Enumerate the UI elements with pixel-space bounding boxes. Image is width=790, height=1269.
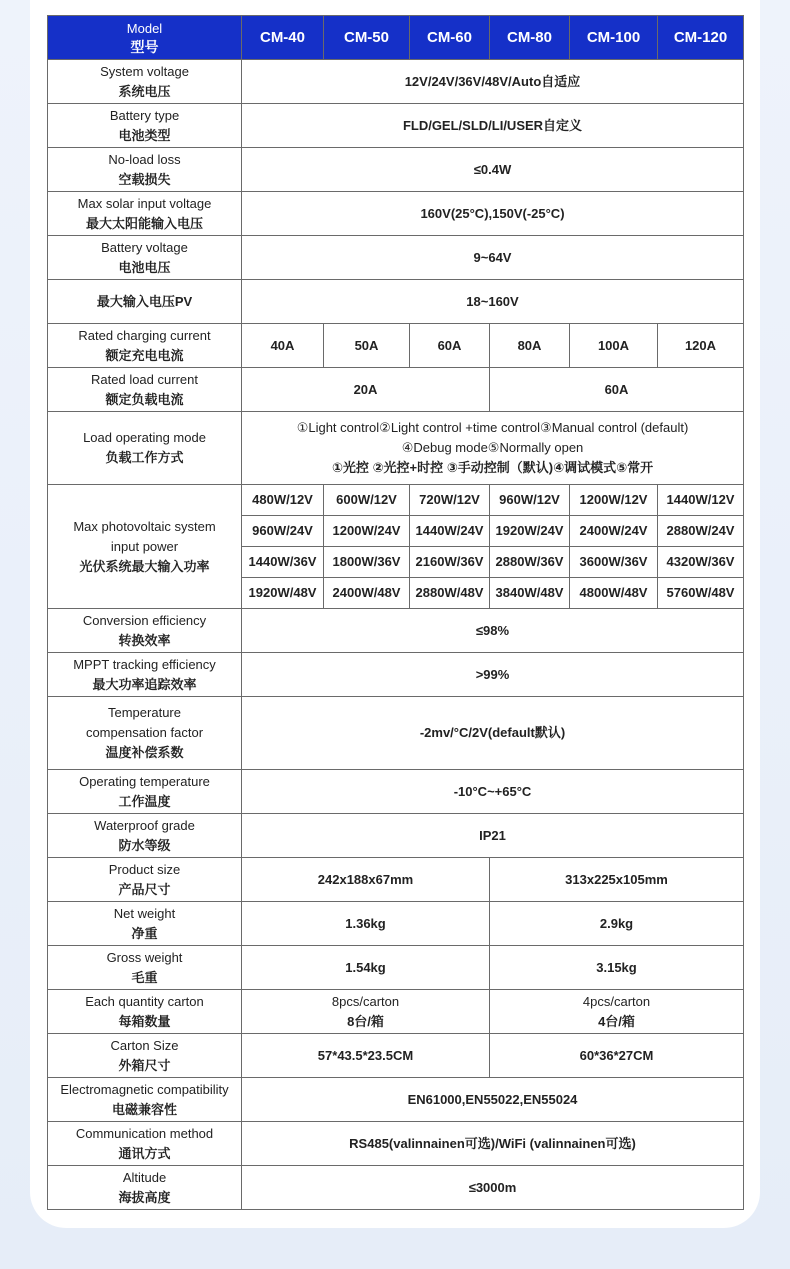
row-label: Conversion efficiency 转换效率 (48, 609, 242, 653)
cell-value: 2400W/48V (324, 578, 410, 609)
cell-value: 242x188x67mm (242, 858, 490, 902)
row-label: Communication method 通讯方式 (48, 1122, 242, 1166)
row-value: RS485(valinnainen可选)/WiFi (valinnainen可选) (242, 1122, 744, 1166)
cell-value: 60A (490, 368, 744, 412)
cell-value: 2880W/24V (658, 516, 744, 547)
cell-value: 1440W/12V (658, 485, 744, 516)
row-value: ≤98% (242, 609, 744, 653)
model-cm80: CM-80 (490, 16, 570, 60)
cell-value: 40A (242, 324, 324, 368)
row-label: Waterproof grade 防水等级 (48, 814, 242, 858)
row-carton-size (48, 1034, 744, 1078)
row-label: Battery voltage 电池电压 (48, 236, 242, 280)
cell-value: 1920W/24V (490, 516, 570, 547)
cell-value: 3600W/36V (570, 547, 658, 578)
row-max-solar-input (48, 192, 744, 236)
row-label: System voltage 系统电压 (48, 60, 242, 104)
cell-value: 5760W/48V (658, 578, 744, 609)
cell-value: 100A (570, 324, 658, 368)
cell-value: 4320W/36V (658, 547, 744, 578)
mode-line-1: ①Light control②Light control +time control③Manual control (default) (296, 420, 689, 435)
row-label: Load operating mode 负载工作方式 (48, 412, 242, 485)
cell-value: 3.15kg (490, 946, 744, 990)
row-no-load-loss (48, 148, 744, 192)
row-label: Carton Size 外箱尺寸 (48, 1034, 242, 1078)
cell-value: 2880W/48V (410, 578, 490, 609)
cell-value: 1800W/36V (324, 547, 410, 578)
row-label: Temperature compensation factor 温度补偿系数 (48, 697, 242, 770)
model-header-cell (48, 16, 242, 60)
spec-table (47, 15, 744, 1210)
header-row (48, 16, 744, 60)
row-label: Max solar input voltage 最大太阳能输入电压 (48, 192, 242, 236)
row-system-voltage (48, 60, 744, 104)
row-label: Product size 产品尺寸 (48, 858, 242, 902)
row-value: IP21 (242, 814, 744, 858)
row-net-weight (48, 902, 744, 946)
load-mode-value (242, 412, 744, 485)
cell-value: 8pcs/carton 8台/箱 (242, 990, 490, 1034)
row-altitude (48, 1166, 744, 1210)
model-cm60: CM-60 (410, 16, 490, 60)
cell-value: 80A (490, 324, 570, 368)
row-label: Each quantity carton 每箱数量 (48, 990, 242, 1034)
row-quantity-carton (48, 990, 744, 1034)
cell-value: 120A (658, 324, 744, 368)
mode-line-2: ④Debug mode⑤Normally open (401, 440, 584, 455)
row-value: EN61000,EN55022,EN55024 (242, 1078, 744, 1122)
row-communication (48, 1122, 744, 1166)
model-cm120: CM-120 (658, 16, 744, 60)
row-label: Max photovoltaic system input power 光伏系统最大输入功率 (48, 485, 242, 609)
row-product-size (48, 858, 744, 902)
row-value: -2mv/°C/2V(default默认) (242, 697, 744, 770)
cell-value: 1920W/48V (242, 578, 324, 609)
row-label: Gross weight 毛重 (48, 946, 242, 990)
row-label: Rated load current 额定负载电流 (48, 368, 242, 412)
cell-value: 313x225x105mm (490, 858, 744, 902)
row-temp-comp (48, 697, 744, 770)
mode-line-3: ①光控 ②光控+时控 ③手动控制（默认)④调试模式⑤常开 (331, 460, 654, 475)
row-label: Net weight 净重 (48, 902, 242, 946)
cell-value: 1200W/12V (570, 485, 658, 516)
row-label: 最大输入电压PV (48, 280, 242, 324)
cell-value: 720W/12V (410, 485, 490, 516)
row-value: FLD/GEL/SLD/LI/USER自定义 (242, 104, 744, 148)
model-label-en: Model (126, 20, 163, 36)
row-rated-load (48, 368, 744, 412)
cell-value: 60A (410, 324, 490, 368)
row-operating-temp (48, 770, 744, 814)
row-value: ≤0.4W (242, 148, 744, 192)
cell-value: 480W/12V (242, 485, 324, 516)
cell-value: 1440W/36V (242, 547, 324, 578)
row-max-pv-input (48, 280, 744, 324)
model-cm40: CM-40 (242, 16, 324, 60)
cell-value: 960W/12V (490, 485, 570, 516)
row-label: Rated charging current 额定充电电流 (48, 324, 242, 368)
row-label: Electromagnetic compatibility 电磁兼容性 (48, 1078, 242, 1122)
row-gross-weight (48, 946, 744, 990)
cell-value: 4pcs/carton 4台/箱 (490, 990, 744, 1034)
row-max-pv-power (48, 485, 744, 516)
cell-value: 1440W/24V (410, 516, 490, 547)
cell-value: 2160W/36V (410, 547, 490, 578)
cell-value: 60*36*27CM (490, 1034, 744, 1078)
cell-value: 1.36kg (242, 902, 490, 946)
cell-value: 960W/24V (242, 516, 324, 547)
cell-value: 2400W/24V (570, 516, 658, 547)
row-mppt-eff (48, 653, 744, 697)
model-cm50: CM-50 (324, 16, 410, 60)
row-label: Battery type 电池类型 (48, 104, 242, 148)
cell-value: 1200W/24V (324, 516, 410, 547)
cell-value: 2880W/36V (490, 547, 570, 578)
cell-value: 3840W/48V (490, 578, 570, 609)
cell-value: 2.9kg (490, 902, 744, 946)
row-label: No-load loss 空载损失 (48, 148, 242, 192)
cell-value: 20A (242, 368, 490, 412)
row-rated-charging (48, 324, 744, 368)
cell-value: 4800W/48V (570, 578, 658, 609)
row-load-mode (48, 412, 744, 485)
row-value: 12V/24V/36V/48V/Auto自适应 (242, 60, 744, 104)
cell-value: 1.54kg (242, 946, 490, 990)
row-value: 18~160V (242, 280, 744, 324)
row-value: -10°C~+65°C (242, 770, 744, 814)
model-cm100: CM-100 (570, 16, 658, 60)
row-label: Altitude 海拔高度 (48, 1166, 242, 1210)
model-label-zh: 型号 (130, 38, 159, 55)
row-label: Operating temperature 工作温度 (48, 770, 242, 814)
row-battery-voltage (48, 236, 744, 280)
cell-value: 57*43.5*23.5CM (242, 1034, 490, 1078)
row-emc (48, 1078, 744, 1122)
cell-value: 50A (324, 324, 410, 368)
row-conversion-eff (48, 609, 744, 653)
row-value: >99% (242, 653, 744, 697)
row-waterproof (48, 814, 744, 858)
row-value: 9~64V (242, 236, 744, 280)
row-label: MPPT tracking efficiency 最大功率追踪效率 (48, 653, 242, 697)
row-value: 160V(25°C),150V(-25°C) (242, 192, 744, 236)
cell-value: 600W/12V (324, 485, 410, 516)
row-value: ≤3000m (242, 1166, 744, 1210)
row-battery-type (48, 104, 744, 148)
